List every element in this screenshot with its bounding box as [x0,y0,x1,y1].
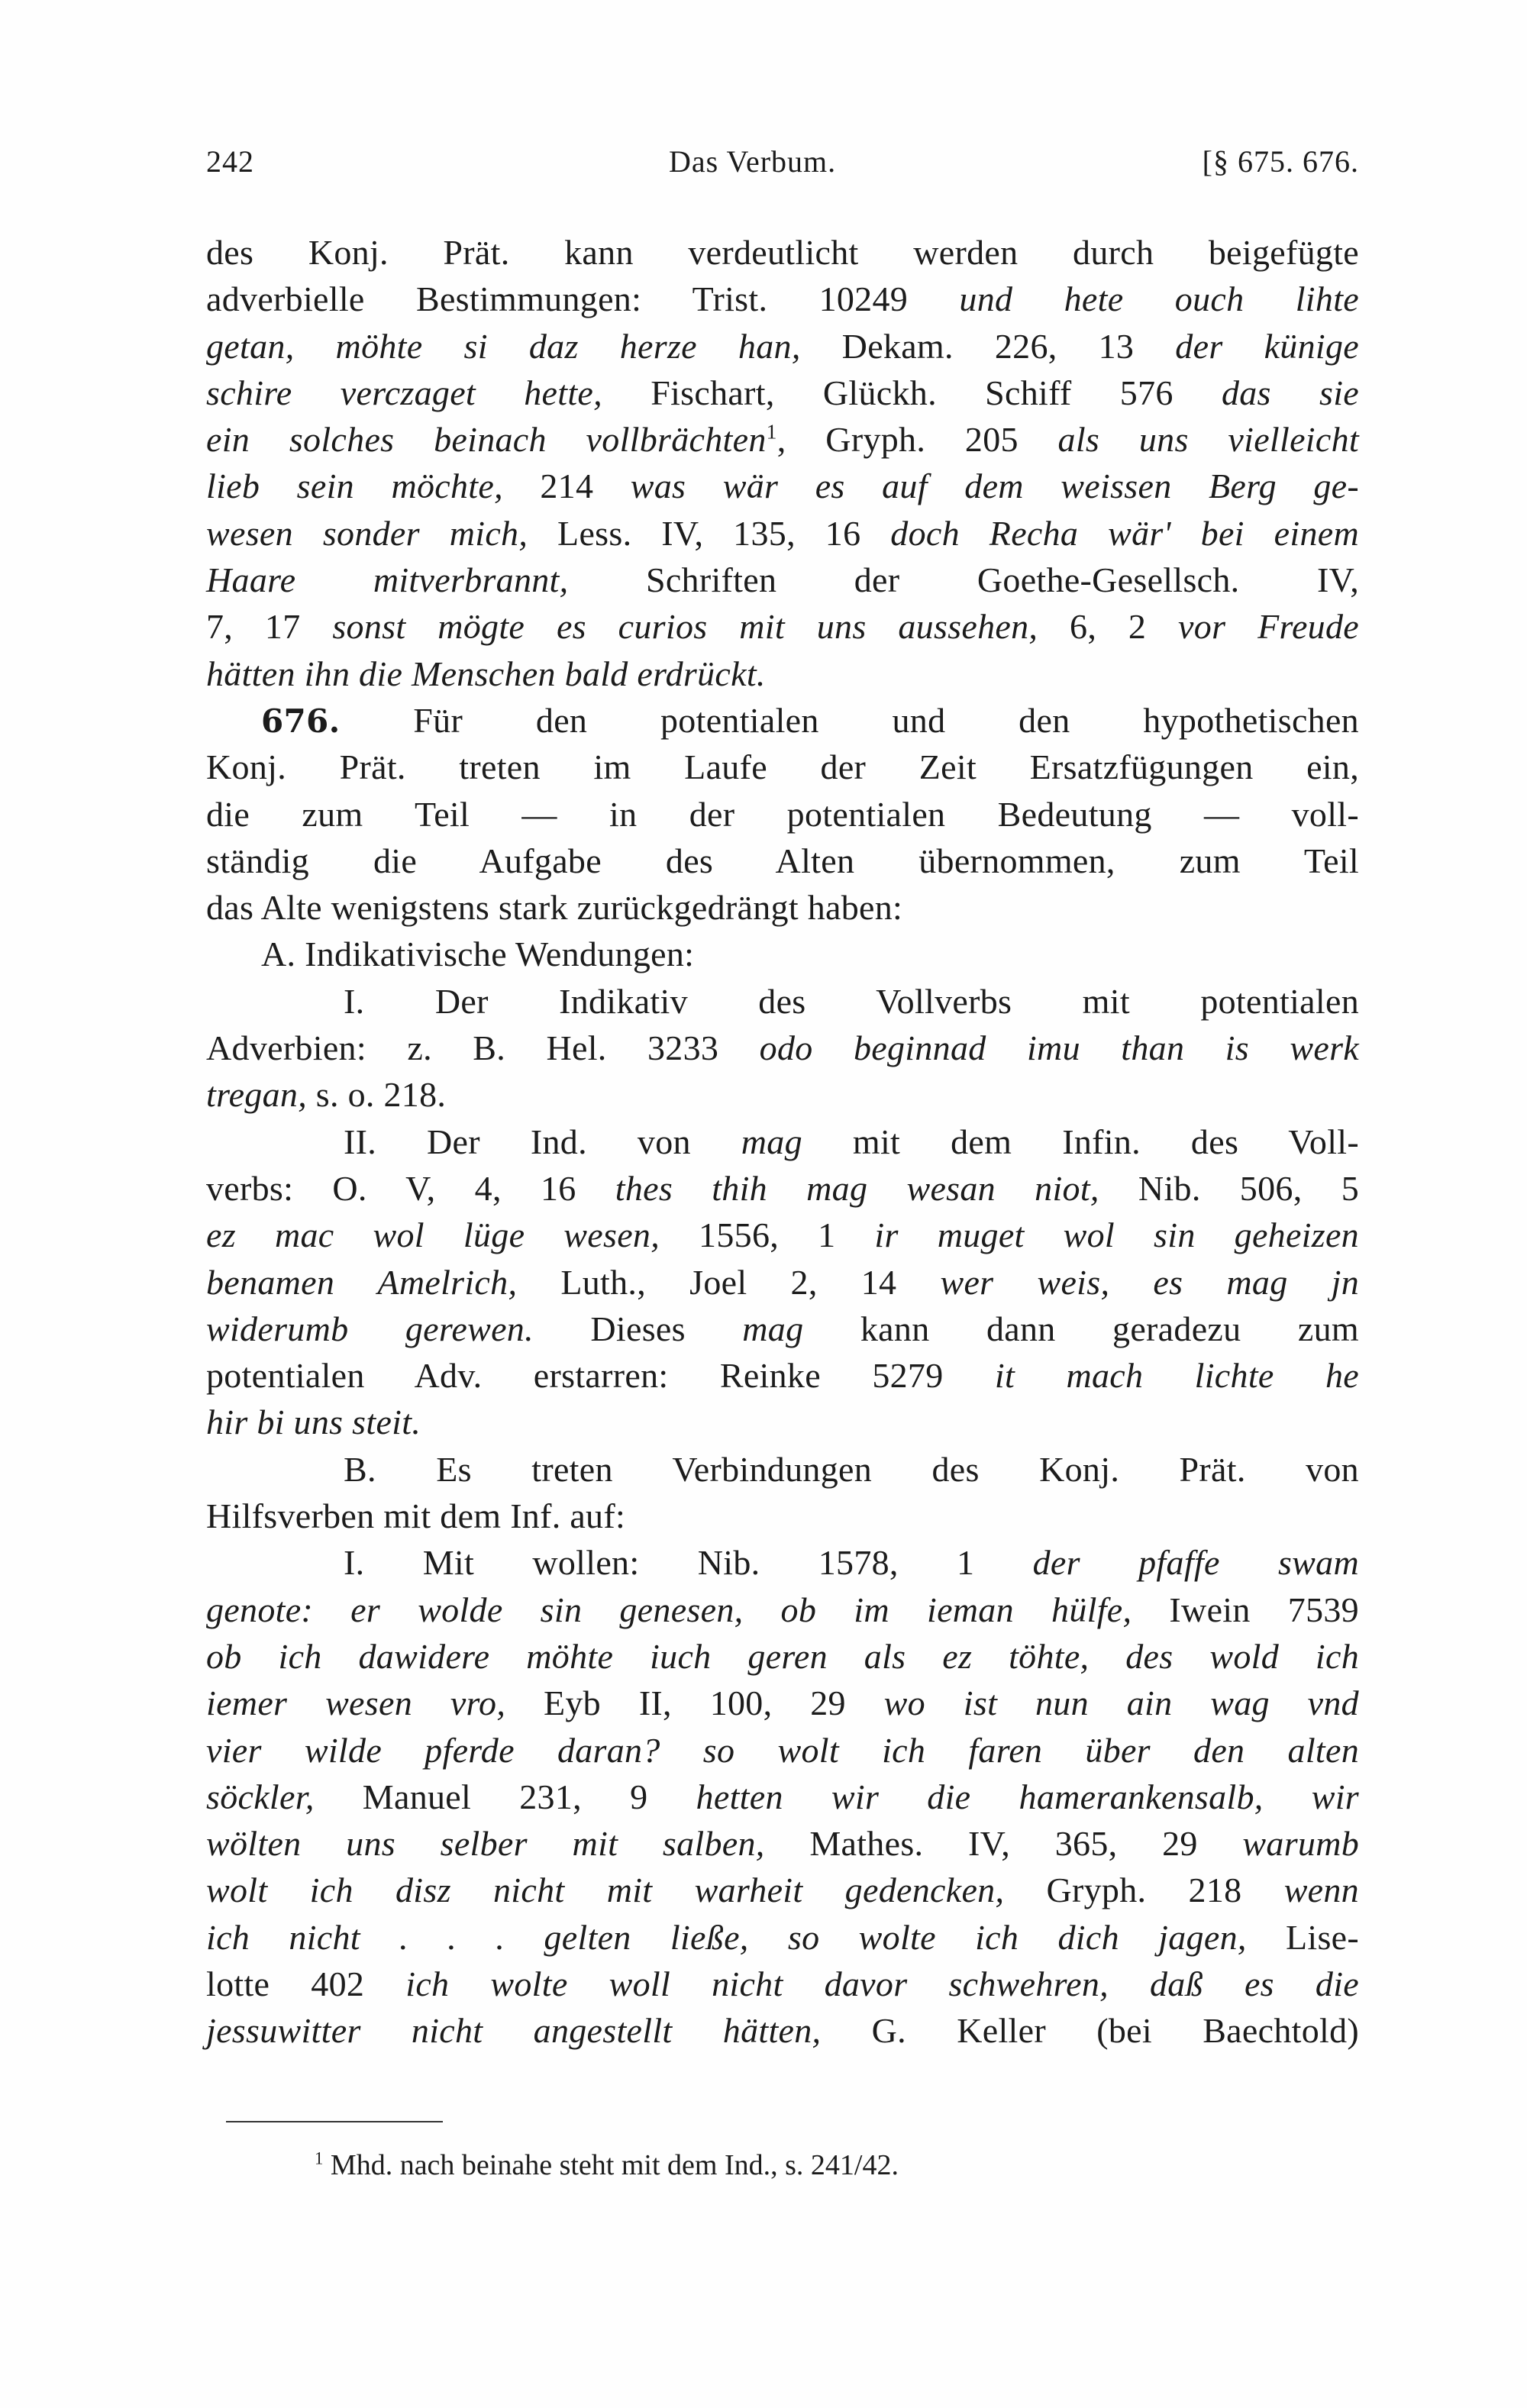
text-line: Konj. Prät. treten im Laufe der Zeit Ersatzfügungen ein, [206,747,1359,787]
text-line: ein solches beinach vollbrächten$^1$, Gryph. 205 als uns vielleicht [206,419,1359,460]
text-line: lotte 402 ich wolte woll nicht davor schwehren, daß es die [206,1964,1360,2003]
text-line: widerumb gerewen. Dieses mag kann dann geradezu zum [206,1309,1359,1348]
text-line: 676. Für den potentialen und den hypothetischen [261,700,1359,740]
text-line: hätten ihn die Menschen bald erdrückt. [206,654,766,693]
text-line: das Alte wenigstens stark zurückgedrängt haben: [206,888,903,928]
text-line: I. Mit wollen: Nib. 1578, 1 der pfaffe swam [344,1543,1359,1583]
footnote-marker: 1 [315,2148,324,2168]
text-line: verbs: O. V, 4, 16 thes thih mag wesan niot, Nib. 506, 5 [206,1168,1359,1208]
running-header [206,144,1359,189]
text-line: II. Der Ind. von mag mit dem Infin. des Voll- [344,1122,1359,1161]
footnote-divider [226,2121,443,2122]
text-line: jessuwitter nicht angestellt hätten, G. Keller (bei Baechtold) [206,2011,1360,2051]
page-number: 242 [206,144,254,179]
text-line: 7, 17 sonst mögte es curios mit uns aussehen, 6, 2 vor Freude [206,607,1359,647]
text-line: die zum Teil — in der potentialen Bedeutung — voll- [206,794,1359,834]
text-line: tregan, s. o. 218. [206,1075,447,1115]
text-line: genote: er wolde sin genesen, ob im ieman hülfe, Iwein 7539 [206,1590,1359,1629]
text-line: hir bi uns steit. [206,1403,421,1442]
section-number: 676. [261,702,341,740]
text-line: vier wilde pferde daran? so wolt ich faren über den alten [206,1730,1359,1770]
footnote [315,2144,1307,2187]
main-text [206,229,1359,2055]
text-line: iemer wesen vro, Eyb II, 100, 29 wo ist nun ain wag vnd [206,1683,1359,1723]
text-line: B. Es treten Verbindungen des Konj. Prät. von [344,1449,1359,1489]
text-line: wolt ich disz nicht mit warheit gedencken, Gryph. 218 wenn [206,1871,1359,1910]
text-line: söckler, Manuel 231, 9 hetten wir die hamerankensalb, wir [206,1777,1360,1816]
text-line: benamen Amelrich, Luth., Joel 2, 14 wer weis, es mag jn [206,1262,1359,1302]
text-line: ez mac wol lüge wesen, 1556, 1 ir muget wol sin geheizen [206,1215,1359,1255]
text-line: ständig die Aufgabe des Alten übernommen, zum Teil [206,841,1359,880]
text-line: Adverbien: z. B. Hel. 3233 odo beginnad imu than is werk [206,1028,1359,1068]
text-line: des Konj. Prät. kann verdeutlicht werden durch beigefügte [206,233,1359,272]
text-line: schire verczaget hette, Fischart, Glückh. Schiff 576 das sie [206,373,1359,412]
text-line: ob ich dawidere möhte iuch geren als ez töhte, des wold ich [206,1636,1359,1676]
text-line: ich nicht . . . gelten ließe, so wolte ich dich jagen, Lise- [206,1917,1359,1957]
text-line: Hilfsverben mit dem Inf. auf: [206,1496,626,1536]
text-line: I. Der Indikativ des Vollverbs mit potentialen [344,981,1359,1021]
text-line: wesen sonder mich, Less. IV, 135, 16 doch Recha wär' bei einem [206,513,1359,553]
text-line: lieb sein möchte, 214 was wär es auf dem weissen Berg ge- [206,466,1360,506]
text-line: getan, möhte si daz herze han, Dekam. 226, 13 der künige [206,326,1359,366]
section-reference: [§ 675. 676. [1202,144,1359,179]
text-line: wölten uns selber mit salben, Mathes. IV, 365, 29 warumb [206,1824,1360,1864]
text-line: potentialen Adv. erstarren: Reinke 5279 it mach lichte he [206,1356,1360,1396]
text-line: Haare mitverbrannt, Schriften der Goethe-Gesellsch. IV, [206,560,1359,600]
footnote-text: Mhd. nach beinahe steht mit dem Ind., s. 241/42. [330,2149,899,2181]
text-line: adverbielle Bestimmungen: Trist. 10249 und hete ouch lihte [206,279,1359,319]
text-line: A. Indikativische Wendungen: [261,934,695,974]
running-title: Das Verbum. [669,144,837,179]
